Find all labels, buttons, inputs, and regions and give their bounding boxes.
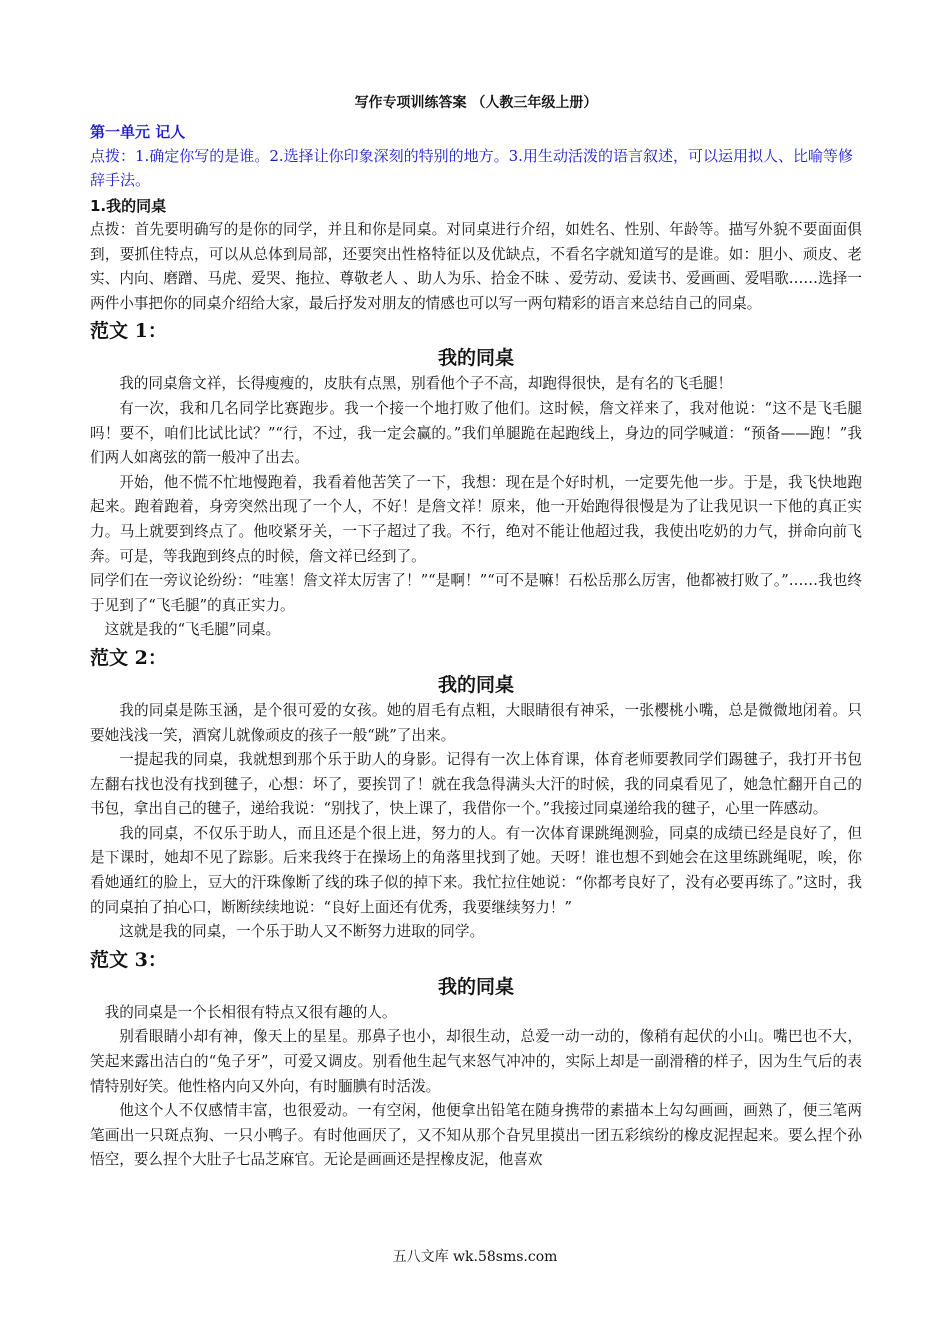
document-title: 写作专项训练答案 （人教三年级上册） <box>354 95 598 111</box>
essay2-paragraph: 我的同桌是陈玉涵，是个很可爱的女孩。她的眉毛有点粗，大眼睛很有神采，一张樱桃小嘴，总是微微地闭着。只要她浅浅一笑，酒窝儿就像顽皮的孩子一般“跳”了出来。 <box>90 701 862 744</box>
essay1-title: 我的同桌 <box>437 347 514 370</box>
essay3-label: 范文 3： <box>90 948 167 971</box>
essay1-paragraph: 有一次，我和几名同学比赛跑步。我一个接一个地打败了他们。这时候，詹文祥来了，我对他说：“这不是飞毛腿吗！要不，咱们比试比试？”“行，不过，我一定会赢的。”我们单腿跪在起跑线上，身边的同学喊道：“预备——跑！”我们两人如离弦的箭一般冲了出去。 <box>90 399 862 467</box>
essay2-paragraph: 这就是我的同桌，一个乐于助人又不断努力进取的同学。 <box>119 923 485 941</box>
section-heading: 1.我的同桌 <box>90 197 167 215</box>
essay3-title: 我的同桌 <box>437 975 514 998</box>
essay2-paragraph: 一提起我的同桌，我就想到那个乐于助人的身影。记得有一次上体育课，体育老师要教同学们踢毽子，我打开书包左翻右找也没有找到毽子，心想：坏了，要挨罚了！就在我急得满头大汗的时候，我的同桌看见了，她急忙翻开自己的书包，拿出自己的毽子，递给我说：“别找了，快上课了，我借你一个。”我接过同桌递给我的毽子，心里一阵感动。 <box>90 751 862 818</box>
document-page <box>90 92 862 1173</box>
essay1-paragraph: 同学们在一旁议论纷纷：“哇塞！詹文祥太厉害了！”“是啊！”“可不是嘛！石松岳那么厉害，他都被打败了。”……我也终于见到了“飞毛腿”的真正实力。 <box>90 572 862 614</box>
essay2-title: 我的同桌 <box>437 673 514 696</box>
essay1-paragraph: 我的同桌詹文祥，长得瘦瘦的，皮肤有点黑，别看他个子不高，却跑得很快，是有名的飞毛腿！ <box>119 375 733 393</box>
unit-tip: 点拨：1.确定你写的是谁。2.选择让你印象深刻的特别的地方。3.用生动活泼的语言叙述，可以运用拟人、比喻等修辞手法。 <box>90 147 853 189</box>
essay3-paragraph: 别看眼睛小却有神，像天上的星星。那鼻子也小，却很生动，总爱一动一动的，像稍有起伏的小山。嘴巴也不大，笑起来露出洁白的“兔子牙”，可爱又调皮。别看他生起气来怒气冲冲的，实际上却是一副滑稽的样子，因为生气后的表情特别好笑。他性格内向又外向，有时腼腆有时活泼。 <box>90 1028 862 1095</box>
essay1-paragraph: 这就是我的“飞毛腿”同桌。 <box>104 621 281 639</box>
essay1-paragraph: 开始，他不慌不忙地慢跑着，我看着他苦笑了一下，我想：现在是个好时机，一定要先他一步。于是，我飞快地跑起来。跑着跑着，身旁突然出现了一个人，不好！是詹文祥！原来，他一开始跑得很慢是为了让我见识一下他的真正实力。马上就要到终点了。他咬紧牙关，一下子超过了我。不行，绝对不能让他超过我，我使出吃奶的力气，拼命向前飞奔。可是，等我跑到终点的时候，詹文祥已经到了。 <box>90 473 862 565</box>
essay3-paragraph: 他这个人不仅感情丰富，也很爱动。一有空闲，他便拿出铅笔在随身携带的素描本上勾勾画画，画熟了，便三笔两笔画出一只斑点狗、一只小鸭子。有时他画厌了，又不知从那个旮旯里摸出一团五彩缤纷的橡皮泥捏起来。要么捏个孙悟空，要么捏个大肚子七品芝麻官。无论是画画还是捏橡皮泥，他喜欢 <box>90 1102 862 1169</box>
essay3-paragraph: 我的同桌是一个长相很有特点又很有趣的人。 <box>104 1003 397 1021</box>
essay1-label: 范文 1： <box>90 320 167 343</box>
essay2-paragraph: 我的同桌，不仅乐于助人，而且还是个很上进，努力的人。有一次体育课跳绳测验，同桌的成绩已经是良好了，但是下课时，她却不见了踪影。后来我终于在操场上的角落里找到了她。天呀！谁也想不到她会在这里练跳绳呢，唉，你看她通红的脸上，豆大的汗珠像断了线的珠子似的掉下来。我忙拉住她说：“你都考良好了，没有必要再练了。”这时，我的同桌拍了拍心口，断断续续地说：“良好上面还有优秀，我要继续努力！” <box>90 824 862 916</box>
section-tip: 点拨：首先要明确写的是你的同学，并且和你是同桌。对同桌进行介绍，如姓名、性别、年龄等。描写外貌不要面面俱到，要抓住特点，可以从总体到局部，还要突出性格特征以及优缺点，不看名字就知道写的是谁。如：胆小、顽皮、老实、内向、磨蹭、马虎、爱哭、拖拉、尊敬老人 、助人为乐、拾金不昧 、爱劳动、爱读书、爱画画、爱唱歌……选择一两件小事把你的同桌介绍给大家，最后抒发对朋友的情感也可以写一两句精彩的语言来总结自己的同桌。 <box>90 221 862 312</box>
essay2-label: 范文 2： <box>90 646 167 669</box>
unit-heading: 第一单元 记人 <box>90 123 186 141</box>
page-footer: 五八文库 wk.58sms.com <box>392 1249 558 1265</box>
